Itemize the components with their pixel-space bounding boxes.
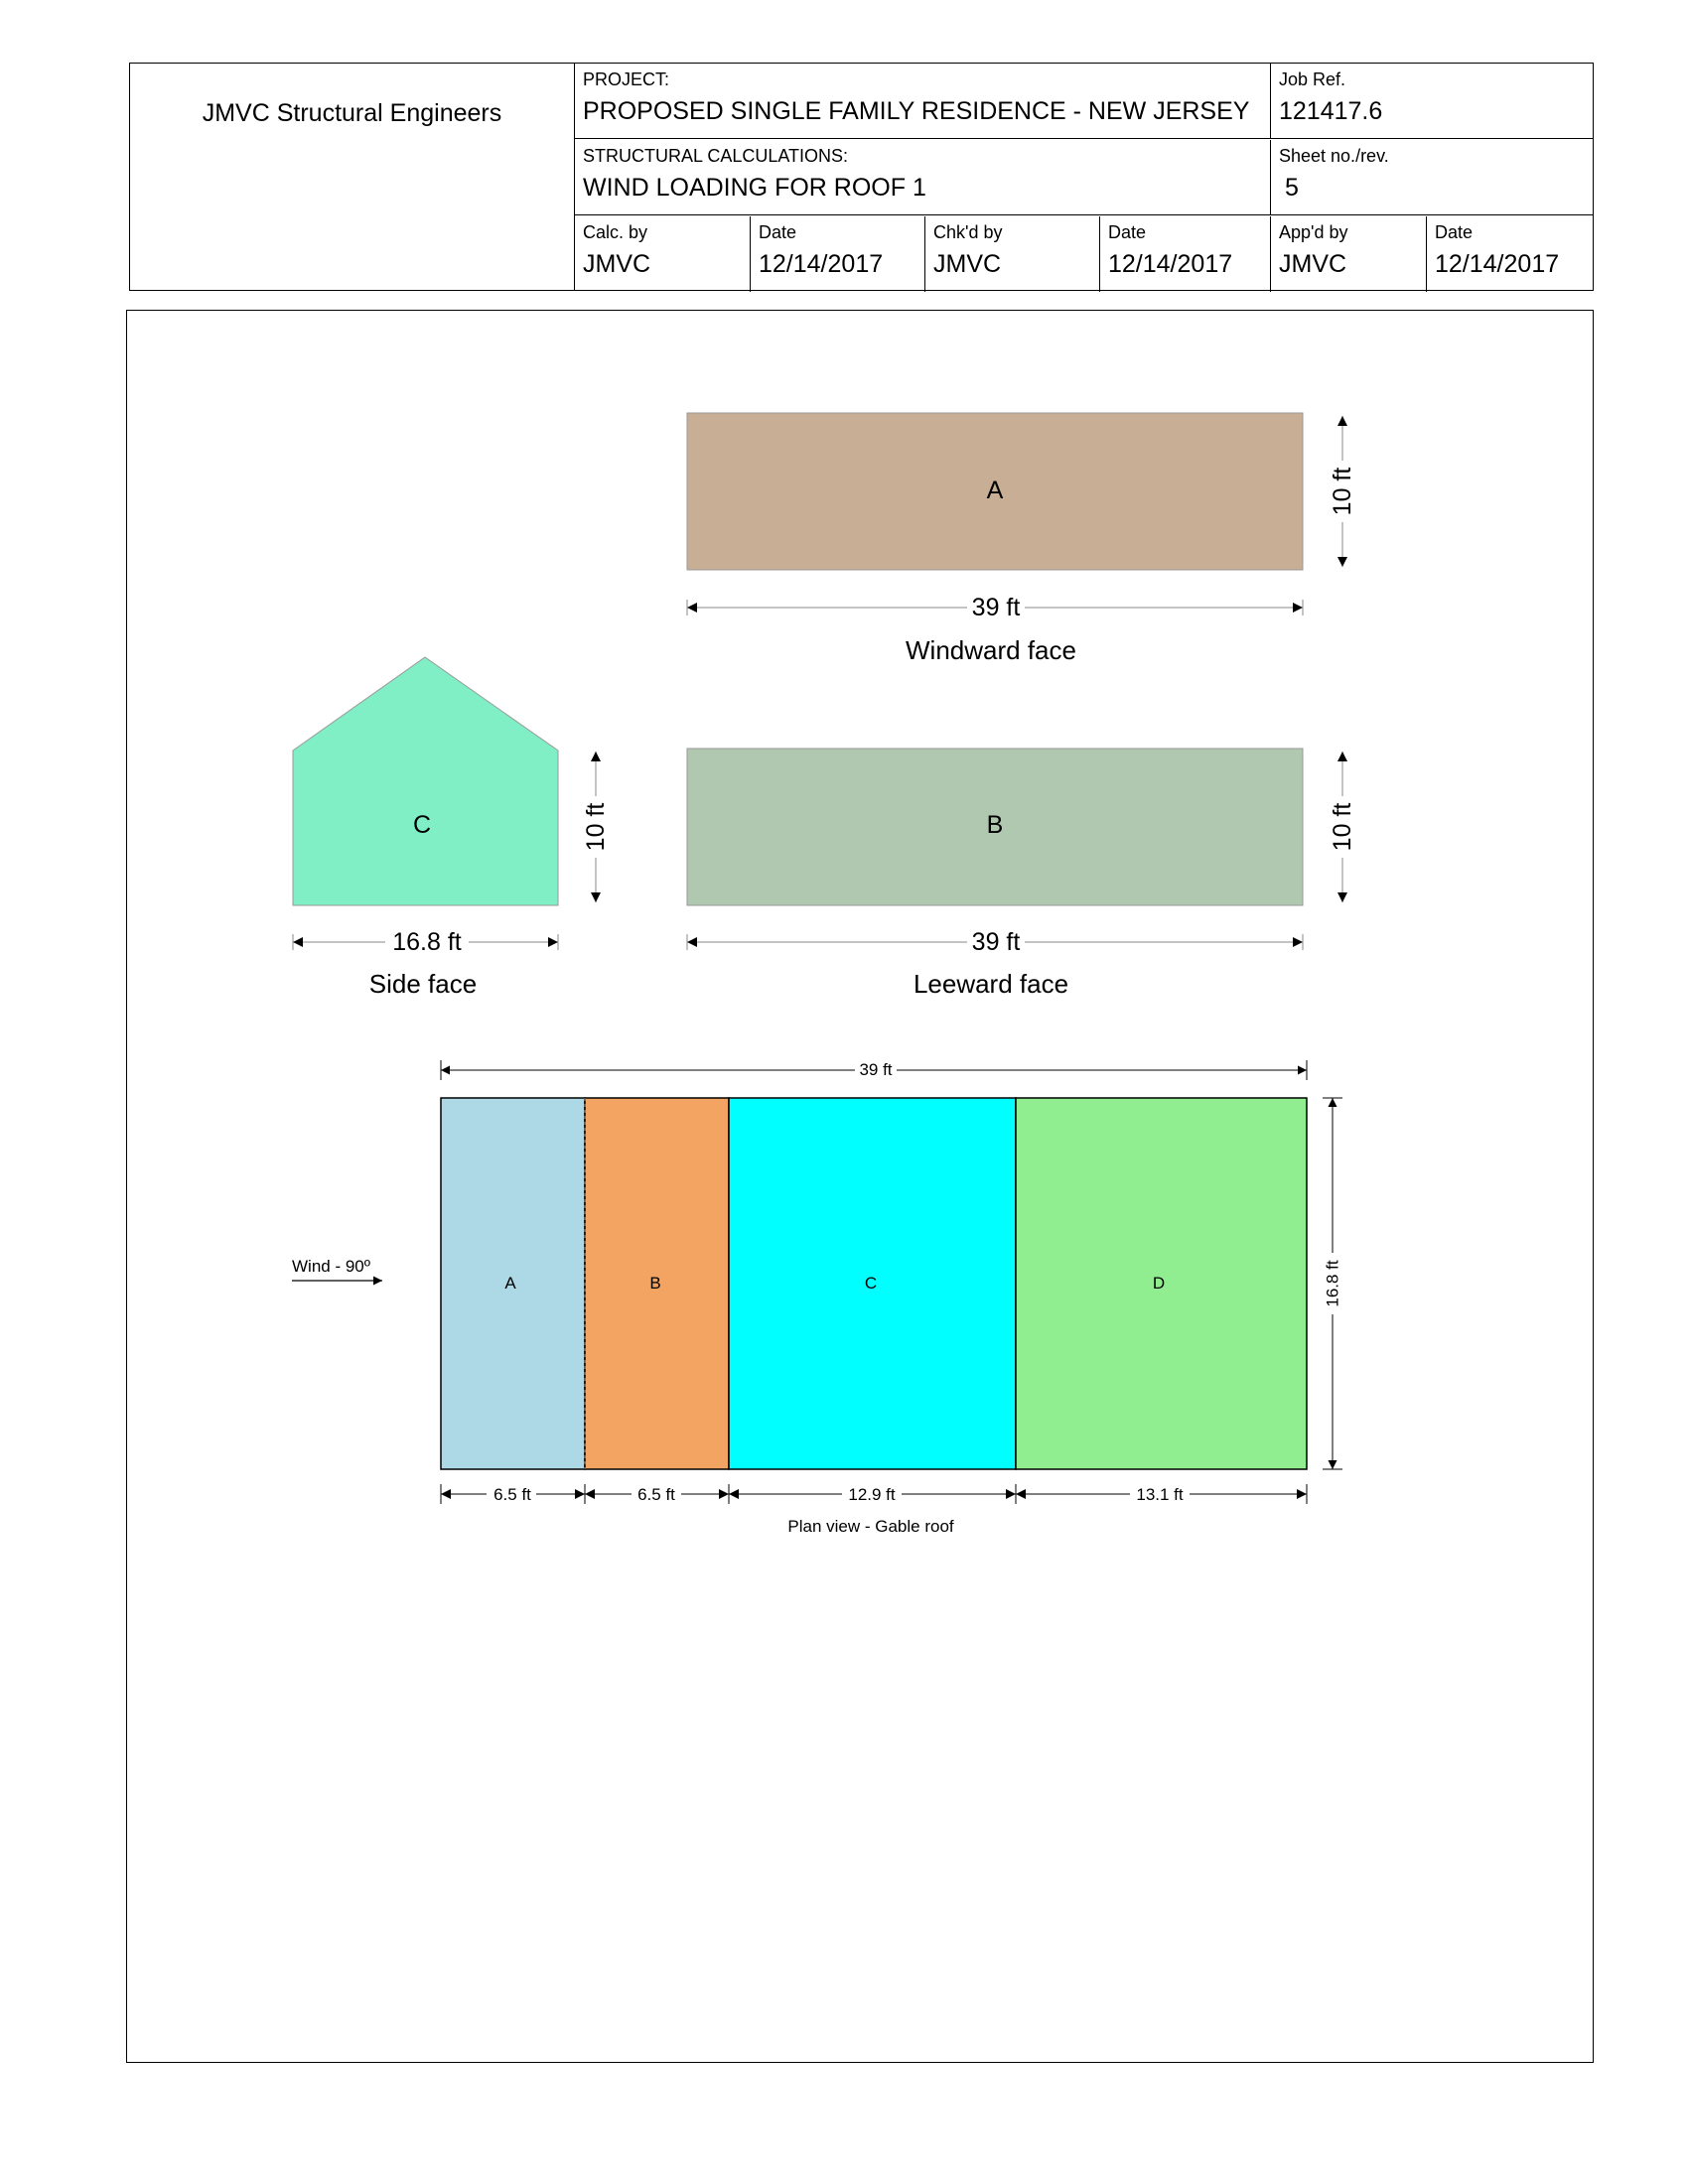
firm-name: JMVC Structural Engineers bbox=[202, 99, 502, 127]
plan-depth-dimension bbox=[1323, 1098, 1342, 1469]
plan-zone-d-width: 13.1 ft bbox=[1136, 1485, 1184, 1504]
chkd-by-label: Chk'd by bbox=[933, 222, 1003, 242]
appd-date-value: 12/14/2017 bbox=[1435, 250, 1560, 278]
chkd-date-label: Date bbox=[1108, 222, 1147, 242]
windward-width-dimension bbox=[687, 594, 1303, 621]
calcs-title: WIND LOADING FOR ROOF 1 bbox=[583, 174, 926, 202]
windward-caption: Windward face bbox=[906, 635, 1076, 665]
windward-width-label: 39 ft bbox=[971, 594, 1021, 621]
plan-zone-c-label: C bbox=[864, 1274, 878, 1293]
plan-caption: Plan view - Gable roof bbox=[787, 1517, 954, 1536]
windward-face bbox=[687, 413, 1356, 665]
leeward-height-dimension bbox=[1329, 751, 1356, 902]
plan-zone-b-width: 6.5 ft bbox=[637, 1485, 675, 1504]
job-ref-label: Job Ref. bbox=[1279, 69, 1346, 89]
plan-zone-dimensions bbox=[441, 1484, 1307, 1504]
plan-depth-label: 16.8 ft bbox=[1323, 1260, 1342, 1307]
plan-width-dimension bbox=[441, 1060, 1307, 1080]
leeward-width-dimension bbox=[687, 928, 1303, 956]
plan-zone-a-label: A bbox=[504, 1274, 516, 1293]
calc-date-value: 12/14/2017 bbox=[759, 250, 884, 278]
appd-by-value: JMVC bbox=[1279, 250, 1347, 278]
leeward-zone-label: B bbox=[986, 811, 1004, 839]
plan-zone-c-width: 12.9 ft bbox=[848, 1485, 896, 1504]
chkd-by-value: JMVC bbox=[933, 250, 1002, 278]
chkd-date-value: 12/14/2017 bbox=[1108, 250, 1233, 278]
project-name: PROPOSED SINGLE FAMILY RESIDENCE - NEW JERSEY bbox=[583, 97, 1250, 125]
side-height-label: 10 ft bbox=[582, 802, 610, 852]
plan-zone-b-label: B bbox=[649, 1274, 661, 1293]
side-width-dimension bbox=[293, 928, 558, 956]
leeward-width-label: 39 ft bbox=[971, 928, 1021, 956]
plan-view bbox=[292, 1060, 1342, 1536]
project-label: PROJECT: bbox=[583, 69, 670, 89]
side-height-dimension bbox=[582, 751, 610, 902]
calc-by-label: Calc. by bbox=[583, 222, 648, 242]
side-width-label: 16.8 ft bbox=[392, 928, 462, 956]
side-face bbox=[293, 657, 610, 999]
plan-zone-d-label: D bbox=[1152, 1274, 1166, 1293]
job-ref-value: 121417.6 bbox=[1279, 97, 1383, 125]
leeward-caption: Leeward face bbox=[913, 969, 1069, 999]
sheet-value: 5 bbox=[1285, 174, 1299, 202]
calc-date-label: Date bbox=[759, 222, 797, 242]
leeward-height-label: 10 ft bbox=[1329, 802, 1356, 852]
windward-height-dimension bbox=[1329, 416, 1356, 567]
wind-direction bbox=[292, 1257, 382, 1281]
appd-date-label: Date bbox=[1435, 222, 1474, 242]
wind-direction-label: Wind - 90º bbox=[292, 1257, 370, 1276]
sheet-label: Sheet no./rev. bbox=[1279, 146, 1389, 166]
calcs-label: STRUCTURAL CALCULATIONS: bbox=[583, 146, 849, 166]
appd-by-label: App'd by bbox=[1279, 222, 1348, 242]
leeward-face bbox=[687, 749, 1356, 999]
windward-height-label: 10 ft bbox=[1329, 467, 1356, 516]
side-caption: Side face bbox=[368, 969, 478, 999]
side-zone-label: C bbox=[412, 811, 432, 839]
calc-by-value: JMVC bbox=[583, 250, 651, 278]
plan-zone-a-width: 6.5 ft bbox=[493, 1485, 531, 1504]
plan-width-label: 39 ft bbox=[859, 1060, 893, 1079]
windward-zone-label: A bbox=[986, 477, 1004, 504]
side-face-rect bbox=[293, 657, 558, 905]
